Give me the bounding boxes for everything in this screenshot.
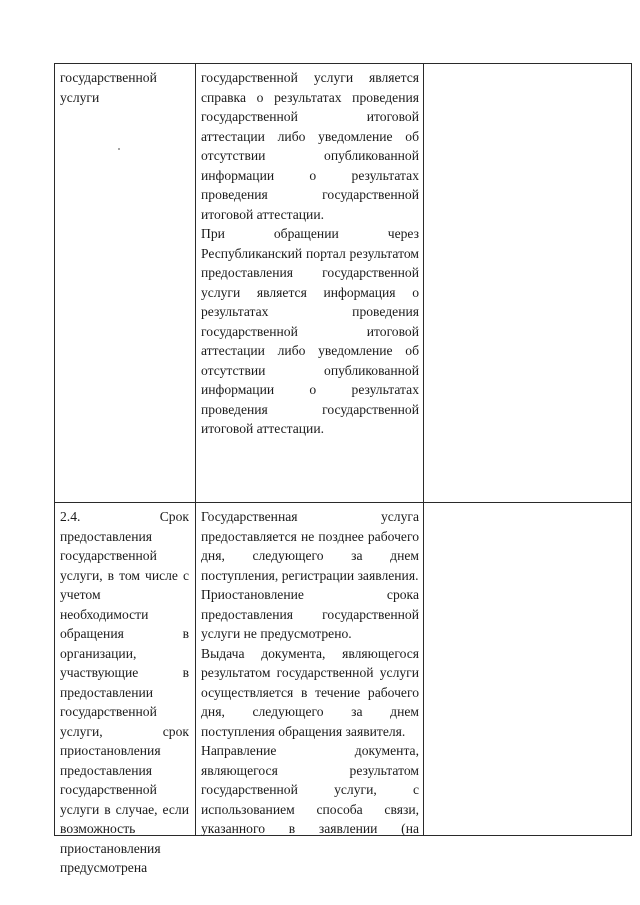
row2-name-clip	[60, 507, 191, 875]
row2-paragraph-3: Выдача документа, являющегося результатом государственной услуги осуществляется в течение рабочего дня, следующего за днем поступления обращения заявителя.	[201, 645, 419, 739]
row1-note-cell	[424, 64, 632, 503]
row2-name-cell	[55, 503, 196, 875]
row2-content-cell	[196, 503, 424, 836]
row1-name-text: государственной услуги	[60, 70, 157, 105]
row1-name-cell	[55, 64, 196, 503]
row2-note-cell	[424, 503, 632, 836]
table-row	[55, 503, 632, 836]
row2-paragraph-1: Государственная услуга предоставляется не позднее рабочего дня, следующего за днем поступления, регистрации заявления.	[201, 509, 419, 583]
table-row	[55, 64, 632, 503]
row2-paragraph-4: Направление документа, являющегося результатом государственной услуги, с использованием способа связи, указанного в заявлении (на	[201, 743, 419, 836]
row1-content-cell	[196, 64, 424, 503]
regulation-table	[54, 63, 632, 875]
row2-content-clip	[201, 507, 419, 834]
row1-paragraph-2: При обращении через Республиканский портал результатом предоставления государственной услуги является информация о результатах проведения государственной итоговой аттестации либо уведомление об отсутствии опубликованной информации о результатах проведения государственной итоговой аттестации.	[201, 226, 419, 436]
row2-paragraph-2: Приостановление срока предоставления государственной услуги не предусмотрено.	[201, 587, 419, 641]
row1-paragraph-1: государственной услуги является справка о результатах проведения государственной итоговой аттестации либо уведомление об отсутствии опубликованной информации о результатах проведения государственной итоговой аттестации.	[201, 70, 419, 222]
row2-name-text: 2.4. Срок предоставления государственной услуги, в том числе с учетом необходимости обращения в организации, участвующие в предоставлении государственной услуги, срок приостановления предоставления государственной услуги в случае, если возможность приостановления предусмотрена	[60, 509, 189, 875]
